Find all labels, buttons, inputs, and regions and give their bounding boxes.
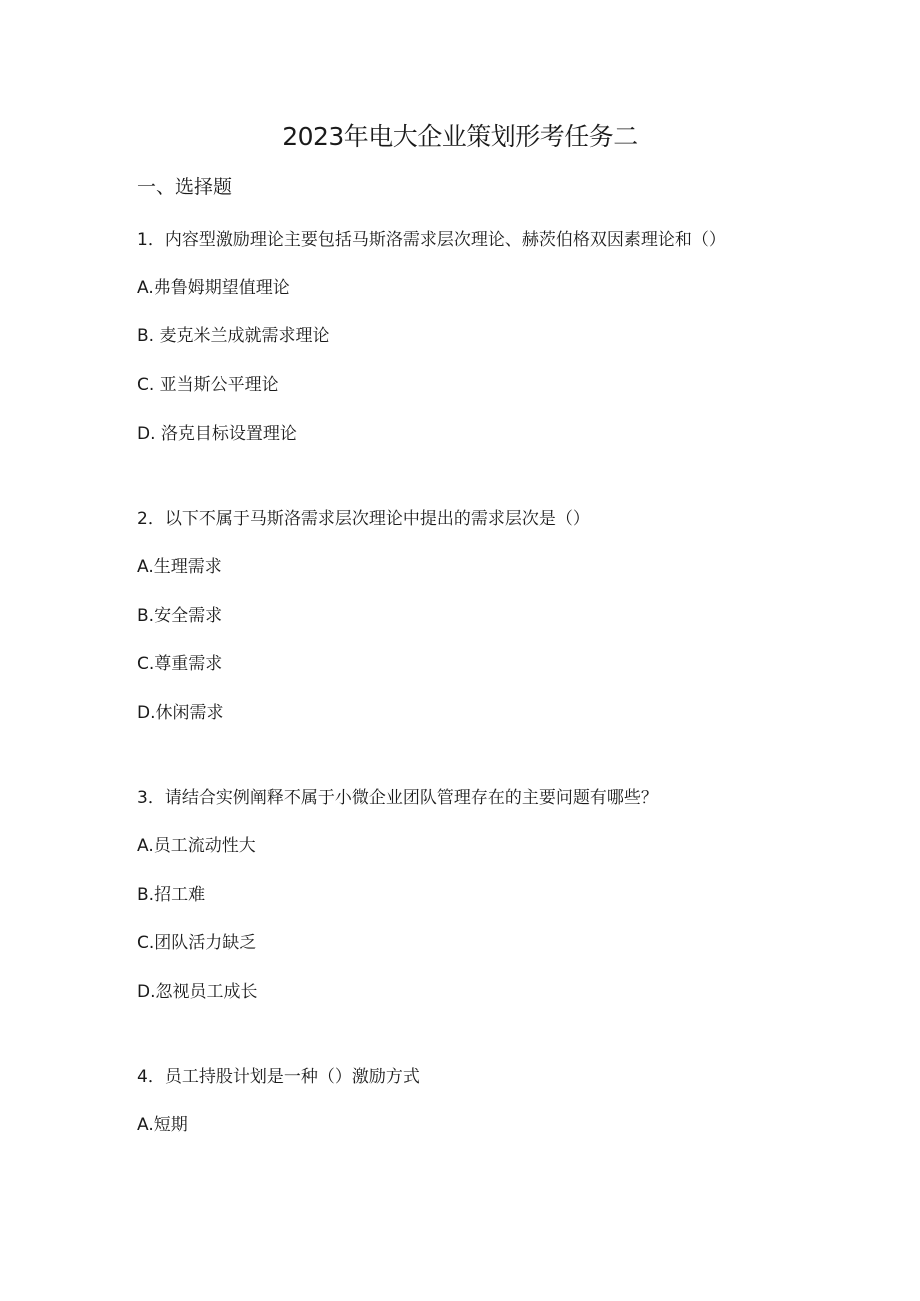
question-4-stem: 4．员工持股计划是一种（）激励方式 [137,1067,420,1087]
question-2-option-b: B.安全需求 [137,606,223,626]
question-3-option-c: C.团队活力缺乏 [137,933,257,953]
question-1-option-a: A.弗鲁姆期望值理论 [137,278,290,298]
question-2-option-c: C.尊重需求 [137,654,223,674]
question-1-stem: 1．内容型激励理论主要包括马斯洛需求层次理论、赫茨伯格双因素理论和（） [137,230,726,250]
question-1-option-b: B. 麦克米兰成就需求理论 [137,326,330,346]
question-2-option-d: D.休闲需求 [137,703,224,723]
question-3-option-b: B.招工难 [137,885,206,905]
question-2-stem: 2．以下不属于马斯洛需求层次理论中提出的需求层次是（） [137,509,590,529]
document-title: 2023年电大企业策划形考任务二 [282,122,638,151]
question-2-option-a: A.生理需求 [137,557,222,577]
question-3-option-a: A.员工流动性大 [137,836,256,856]
question-3-option-d: D.忽视员工成长 [137,982,258,1002]
question-3-stem: 3．请结合实例阐释不属于小微企业团队管理存在的主要问题有哪些？ [137,788,658,808]
question-1-option-d: D. 洛克目标设置理论 [137,424,297,444]
question-1-option-c: C. 亚当斯公平理论 [137,375,279,395]
section-heading: 一、选择题 [137,176,233,198]
question-4-option-a: A.短期 [137,1115,188,1135]
